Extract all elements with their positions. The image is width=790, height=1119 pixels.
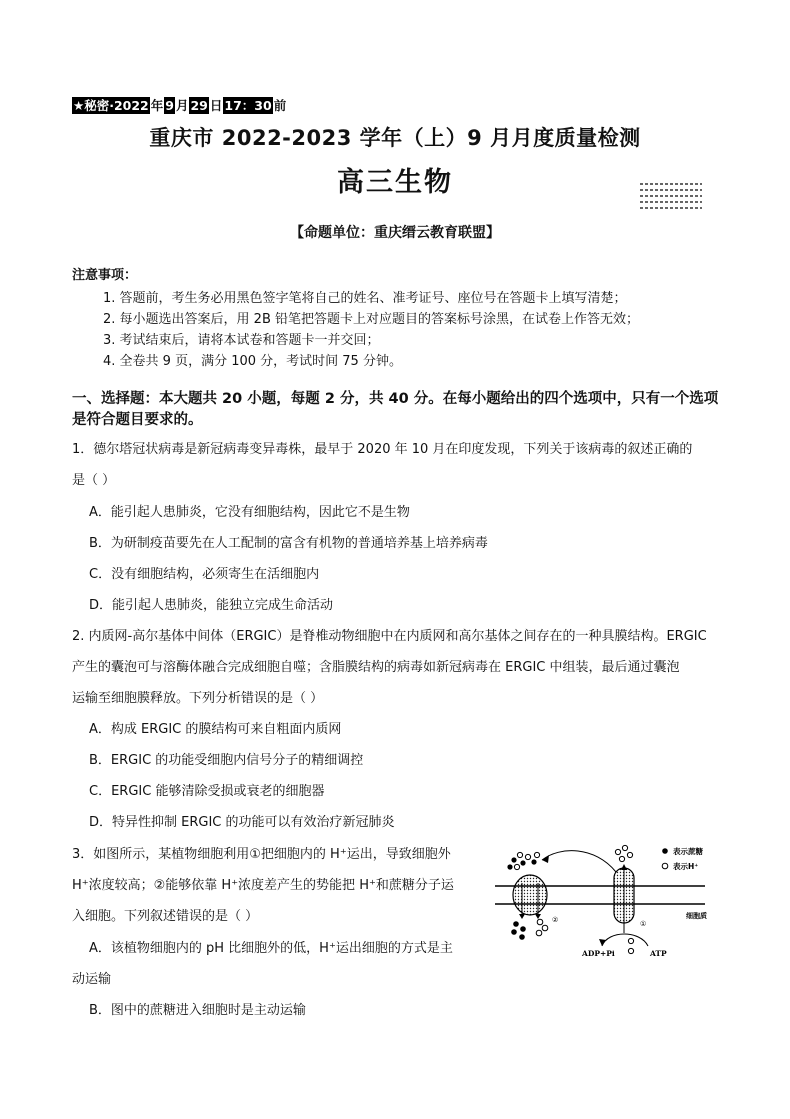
confidential-mark [72,97,287,114]
atp-label: ATP [650,949,667,958]
q3-option-a-cont: 动运输 [72,972,112,987]
notice-item: 1. 答题前，考生务必用黑色签字笔将自己的姓名、准考证号、座位号在答题卡上填写清楚； [103,291,627,306]
q3-option-b: B．图中的蔗糖进入细胞时是主动运输 [89,1003,306,1018]
legend-sucrose: 表示蔗糖 [673,847,703,856]
confidential-mark-part: 日 [209,98,223,113]
q1-option-d: D．能引起人患肺炎，能独立完成生命活动 [89,598,334,613]
notice-item: 2. 每小题选出答案后，用 2B 铅笔把答题卡上对应题目的答案标号涂黑，在试卷上作答无效； [103,312,639,327]
notice-item: 3. 考试结束后，请将本试卷和答题卡一并交回； [103,333,380,348]
q2-option-d: D．特异性抑制 ERGIC 的功能可以有效治疗新冠肺炎 [89,815,395,830]
carrier-2-icon [513,875,547,915]
q1-option-a: A．能引起人患肺炎，它没有细胞结构，因此它不是生物 [89,505,410,520]
extracellular-molecules [507,852,539,869]
issuing-unit: 【命题单位：重庆缙云教育联盟】 [290,225,500,241]
subject-title: 高三生物 [337,167,453,198]
question-1-line: 是（ ） [72,473,116,488]
confidential-mark-part: 前 [273,98,287,113]
notice-heading: 注意事项： [72,268,138,283]
membrane-transport-diagram [490,838,720,963]
q2-option-b: B．ERGIC 的功能受细胞内信号分子的精细调控 [89,753,364,768]
question-3-line: 3．如图所示，某植物细胞利用①把细胞内的 H⁺运出，导致细胞外 [72,847,451,862]
decorative-stripes-icon [640,181,702,209]
question-1-line: 1．德尔塔冠状病毒是新冠病毒变异毒株，最早于 2020 年 10 月在印度发现，下列关于该病毒的叙述正确的 [72,442,693,457]
confidential-mark-part: 月 [175,98,189,113]
q2-option-c: C．ERGIC 能够清除受损或衰老的细胞器 [89,784,325,799]
exam-title: 重庆市 2022-2023 学年（上）9 月月度质量检测 [149,126,641,150]
q3-option-a: A．该植物细胞内的 pH 比细胞外的低，H⁺运出细胞的方式是主 [89,941,453,956]
curved-arrow-icon [542,851,616,872]
section-heading: 一、选择题：本大题共 20 小题，每题 2 分，共 40 分。在每小题给出的四个选项中，只有一个选项是符合题目要求的。 [72,391,719,428]
question-3-line: H⁺浓度较高；②能够依靠 H⁺浓度差产生的势能把 H⁺和蔗糖分子运 [72,878,454,893]
cytoplasm-label: 细胞质 [686,912,707,920]
adp-label: ADP+Pi [582,949,615,958]
confidential-mark-part: 29 [190,98,208,113]
question-2-line: 产生的囊泡可与溶酶体融合完成细胞自噬；含脂膜结构的病毒如新冠病毒在 ERGIC 中组装，最后通过囊泡 [72,660,680,675]
q1-option-c: C．没有细胞结构，必须寄生在活细胞内 [89,567,320,582]
notice-item: 4. 全卷共 9 页，满分 100 分，考试时间 75 分钟。 [103,354,402,369]
question-3-line: 入细胞。下列叙述错误的是（ ） [72,909,259,924]
question-2-line: 运输至细胞膜释放。下列分析错误的是（ ） [72,691,324,706]
confidential-mark-part: 9 [165,98,174,113]
confidential-mark-part: 17：30 [224,98,272,113]
legend-h: 表示H⁺ [673,862,699,871]
q2-option-a: A．构成 ERGIC 的膜结构可来自粗面内质网 [89,722,342,737]
confidential-mark-part: 年 [150,98,164,113]
q1-option-b: B．为研制疫苗要先在人工配制的富含有机物的普通培养基上培养病毒 [89,536,488,551]
carrier-1-label: ① [640,920,647,928]
carrier-2-label: ② [552,916,559,924]
confidential-mark-part: ★秘密·2022 [73,98,149,113]
question-2-line: 2. 内质网-高尔基体中间体（ERGIC）是脊椎动物细胞中在内质网和高尔基体之间存在的一种具膜结构。ERGIC [72,629,707,644]
